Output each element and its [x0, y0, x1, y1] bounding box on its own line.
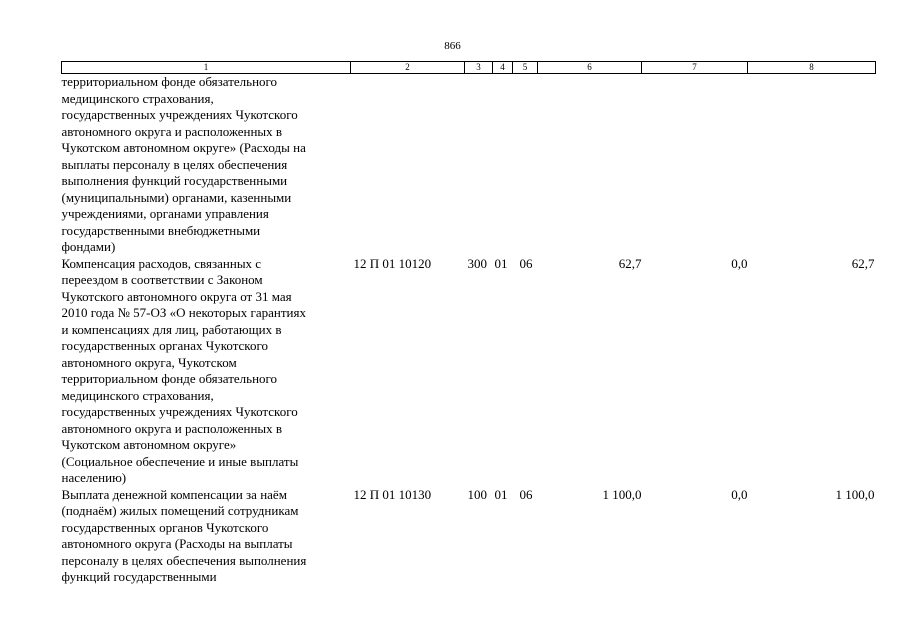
expense-type-code	[465, 74, 493, 256]
row-description	[62, 256, 351, 487]
subsection-code: 06	[519, 486, 533, 502]
expense-type-code: 300	[467, 255, 487, 271]
table-body	[62, 74, 876, 586]
row-description-text: Компенсация расходов, связанных с переездом в соответствии с Законом Чукотского автономного округа от 31 мая 2010 года № 57-ОЗ «О некоторых гарантиях и компенсациях для лиц, работающих в государственных органах Чукотского автономного округа, Чукотском территориальном фонде обязательного медицинского страхования, государственных учреждениях Чукотского автономного округа и расположенных в Чукотском автономном округе» (Социальное обеспечение и иные выплаты населению)	[61, 255, 306, 485]
page-number: 866	[444, 40, 461, 52]
amount-column-6	[538, 74, 642, 256]
row-description-text: Выплата денежной компенсации за наём (поднаём) жилых помещений сотрудникам государственных органов Чукотского автономного округа (Расходы на выплаты персоналу в целях обеспечения выполнения функций государственными	[61, 486, 307, 584]
amount-column-8: 1 100,0	[835, 486, 875, 502]
section-code	[493, 74, 513, 256]
amount-column-6: 1 100,0	[602, 486, 642, 502]
table-row	[62, 74, 876, 256]
subsection-code: 06	[519, 255, 533, 271]
amount-column-8	[748, 74, 876, 256]
amount-column-7	[642, 74, 748, 256]
amount-column-7: 0,0	[731, 255, 748, 271]
table-header	[62, 62, 876, 74]
table-row	[62, 256, 876, 487]
budget-table	[61, 61, 876, 586]
column-number-8: 8	[748, 62, 876, 74]
target-article-code	[351, 74, 465, 256]
row-description	[62, 74, 351, 256]
expense-type-code: 100	[467, 486, 487, 502]
subsection-code	[513, 74, 538, 256]
row-description	[62, 487, 351, 586]
column-number-5: 5	[513, 62, 538, 74]
amount-column-6: 62,7	[618, 255, 642, 271]
amount-column-7: 0,0	[731, 486, 748, 502]
row-description-text: территориальном фонде обязательного медицинского страхования, государственных учреждениях Чукотского автономного округа и расположенных в Чукотском автономном округе» (Расходы на выплаты персоналу в целях обеспечения выполнения функций государственными (муниципальными) органами, казенными учреждениями, органами управления государственными внебюджетными фондами)	[61, 74, 306, 254]
target-article-code: 12 П 01 10120	[353, 255, 432, 271]
section-code: 01	[494, 255, 508, 271]
target-article-code: 12 П 01 10130	[353, 486, 432, 502]
column-number-3: 3	[465, 62, 493, 74]
column-number-7: 7	[642, 62, 748, 74]
table-row	[62, 487, 876, 586]
column-number-2: 2	[351, 62, 465, 74]
column-number-6: 6	[538, 62, 642, 74]
column-number-1: 1	[62, 62, 351, 74]
section-code: 01	[494, 486, 508, 502]
amount-column-8: 62,7	[851, 255, 875, 271]
header-row	[62, 62, 876, 74]
column-number-4: 4	[493, 62, 513, 74]
